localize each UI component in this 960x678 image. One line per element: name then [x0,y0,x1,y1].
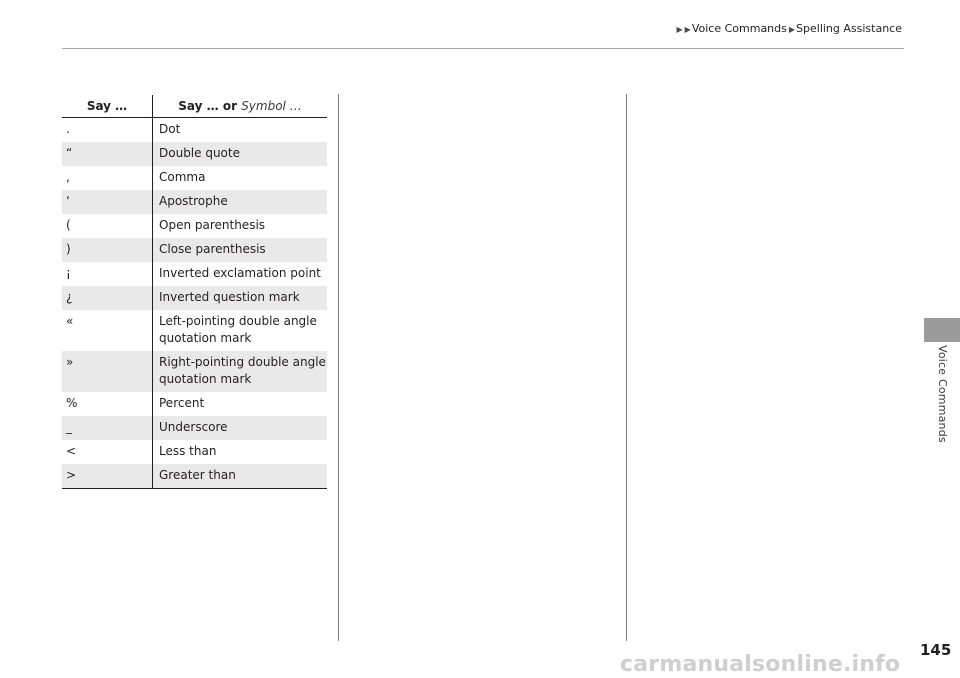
spelling-table [62,95,327,489]
say-cell: Apostrophe [153,190,328,214]
table-row [62,416,327,440]
say-cell: Double quote [153,142,328,166]
symbol-cell: < [62,440,153,464]
symbol-cell: > [62,464,153,489]
breadcrumb [676,22,903,35]
section-side-label: Voice Commands [936,345,949,443]
table-row [62,142,327,166]
table-row [62,286,327,310]
say-cell: Less than [159,444,217,458]
symbol-cell: _ [62,416,153,440]
say-cell: Greater than [153,464,328,489]
say-cell: Underscore [153,416,328,440]
symbol-cell: ) [62,238,153,262]
table-row [62,392,327,416]
say-cell: Close parenthesis [153,238,328,262]
triangle-right-icon: ▶ [684,25,691,34]
say-cell: Dot [159,122,181,136]
table-row [62,440,327,464]
table-header-row [62,95,327,118]
table-row [62,166,327,190]
symbol-cell: “ [62,142,153,166]
watermark: carmanualsonline.info [620,652,901,677]
table-row [62,351,327,392]
table-row [62,190,327,214]
symbol-cell: ( [62,214,153,238]
symbol-cell: , [62,166,153,190]
breadcrumb-item-voice-commands[interactable]: Voice Commands [691,22,787,35]
page-number: 145 [920,641,952,659]
say-cell: Comma [159,170,206,184]
table-row [62,464,327,489]
symbol-cell: » [62,351,153,392]
triangle-right-icon: ▶ [788,25,796,34]
header-say: Say … [62,95,153,118]
column-divider [338,94,339,641]
say-cell: Open parenthesis [159,218,266,232]
symbol-cell: ¿ [62,286,153,310]
table-row [62,238,327,262]
say-cell: Inverted question mark [153,286,328,310]
say-cell: Percent [159,396,205,410]
table-row [62,262,327,286]
say-cell: Inverted exclamation point [159,266,321,280]
column-divider [626,94,627,641]
table-row [62,310,327,351]
symbol-cell: ¡ [62,262,153,286]
symbol-cell: ‘ [62,190,153,214]
symbol-cell: « [62,310,153,351]
triangle-right-icon: ▶ [676,25,683,34]
breadcrumb-item-spelling-assistance[interactable]: Spelling Assistance [796,22,902,35]
header-say-or-symbol [153,95,328,118]
say-cell: Left-pointing double angle quotation mark [159,314,317,345]
table-row [62,214,327,238]
table-row [62,118,327,143]
header-symbol: Symbol … [241,99,302,113]
header-divider [62,48,904,49]
symbol-cell: % [62,392,153,416]
symbol-cell: . [62,118,153,143]
header-say-or: Say … or [178,99,237,113]
say-cell: Right-pointing double angle quotation mark [153,351,328,392]
section-tab [924,318,960,342]
